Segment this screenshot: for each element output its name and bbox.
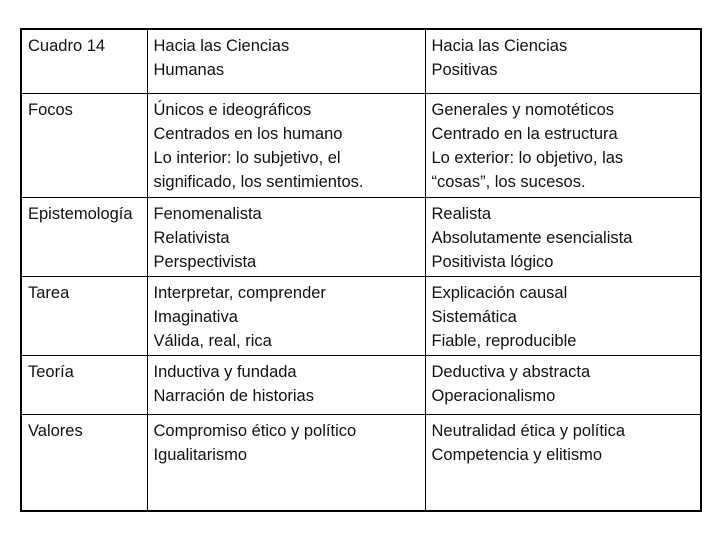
row-label: Epistemología [21, 197, 147, 276]
cell-positivas [425, 93, 701, 197]
row-label: Valores [21, 414, 147, 511]
cell-positivas [425, 414, 701, 511]
cell-line: Positivista lógico [431, 252, 554, 271]
cell-line: significado, los sentimientos. [153, 172, 364, 191]
cell-line: Interpretar, comprender [153, 283, 326, 302]
header-ciencias-positivas [425, 29, 701, 93]
cell-line: Compromiso ético y político [153, 421, 357, 440]
cell-line: Fenomenalista [153, 204, 262, 223]
cell-line: Generales y nomotéticos [431, 100, 615, 119]
cell-line: Competencia y elitismo [431, 445, 603, 464]
table-header-row [21, 29, 701, 93]
cell-line: Imaginativa [153, 307, 238, 326]
comparison-table [20, 28, 702, 512]
cell-line: Lo interior: lo subjetivo, el [153, 148, 341, 167]
cell-line: Centrado en la estructura [431, 124, 618, 143]
cell-line: Absolutamente esencialista [431, 228, 633, 247]
cell-humanas [147, 197, 425, 276]
cell-line: Válida, real, rica [153, 331, 272, 350]
cell-positivas [425, 197, 701, 276]
row-label: Focos [21, 93, 147, 197]
table-row-valores [21, 414, 701, 511]
cell-line: Centrados en los humano [153, 124, 343, 143]
table-row-teoria [21, 355, 701, 414]
cell-humanas [147, 414, 425, 511]
cell-line: Fiable, reproducible [431, 331, 577, 350]
row-label: Teoría [21, 355, 147, 414]
header-line: Hacia las Ciencias [153, 37, 290, 55]
cell-line: Explicación causal [431, 283, 568, 302]
cell-line: Relativista [153, 228, 230, 247]
cell-humanas [147, 355, 425, 414]
cell-humanas [147, 276, 425, 355]
table-row-focos [21, 93, 701, 197]
table-row-epistemologia [21, 197, 701, 276]
cell-line: Sistemática [431, 307, 517, 326]
cell-line: Neutralidad ética y política [431, 421, 626, 440]
cell-line: Narración de historias [153, 386, 314, 405]
cell-humanas [147, 93, 425, 197]
header-line: Humanas [153, 61, 225, 79]
header-ciencias-humanas [147, 29, 425, 93]
cell-line: Únicos e ideográficos [153, 100, 312, 119]
table-caption: Cuadro 14 [21, 29, 147, 93]
table-row-tarea [21, 276, 701, 355]
cell-line: Realista [431, 204, 492, 223]
cell-positivas [425, 276, 701, 355]
header-line: Positivas [431, 61, 498, 79]
cell-positivas [425, 355, 701, 414]
cell-line: Deductiva y abstracta [431, 362, 591, 381]
cell-line: Operacionalismo [431, 386, 556, 405]
cell-line: Igualitarismo [153, 445, 248, 464]
cell-line: “cosas”, los sucesos. [431, 172, 586, 191]
cell-line: Perspectivista [153, 252, 257, 271]
row-label: Tarea [21, 276, 147, 355]
cell-line: Inductiva y fundada [153, 362, 297, 381]
header-line: Hacia las Ciencias [431, 37, 568, 55]
cell-line: Lo exterior: lo objetivo, las [431, 148, 624, 167]
